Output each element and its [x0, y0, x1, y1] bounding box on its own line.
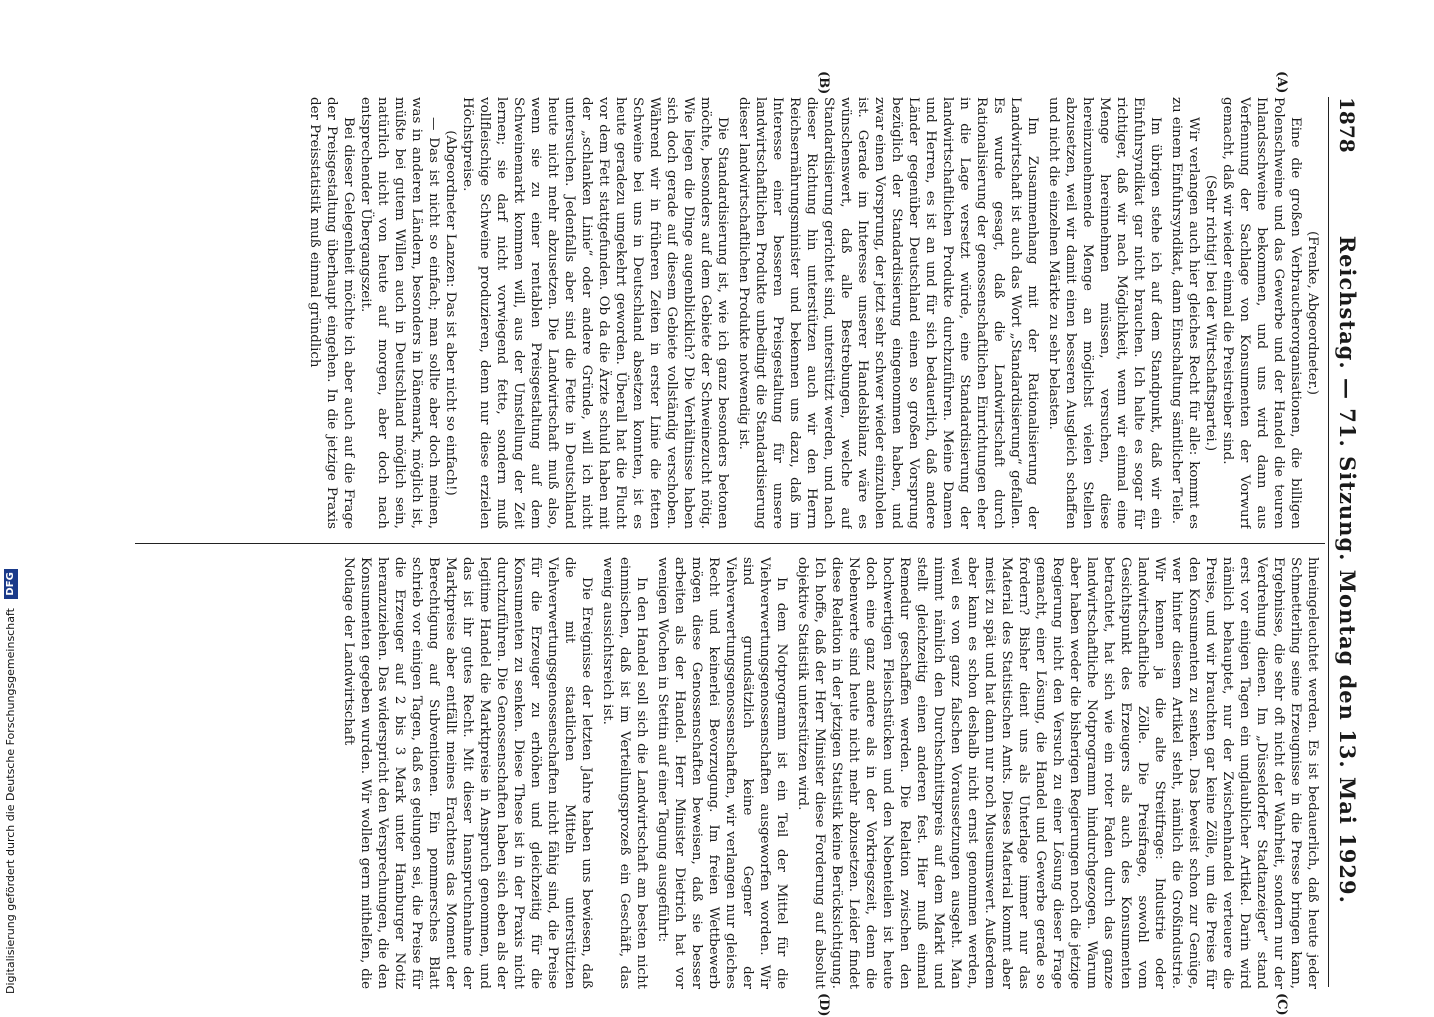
digitization-credit: [0, 0, 22, 1000]
margin-marker-a: (A): [1274, 71, 1289, 94]
header-rule: [1328, 97, 1329, 987]
right-column: [135, 557, 1321, 989]
paragraph: Bei dieser Gelegenheit möchte ich aber auch auf die Frage der Preisgestaltung überhaupt eingehen. In die jetzige Praxis der Preisstatistik muß einmal gründlich: [307, 97, 356, 529]
paragraph: Die Standardisierung ist, wie ich ganz besonders betonen möchte, besonders auf dem Gebiete der Schweinezucht nötig. Wie liegen die Dinge augenblicklich? Die Verhältnisse haben sich doch gerade auf diesem Gebiete vollständig verschoben. Während wir in früheren Zeiten in erster Linie die fetten Schweine bei uns in Deutschland absetzen konnten, ist es heute geradezu umgekehrt geworden. Überall hat die Flucht vor dem Fett stattgefunden. Ob da die Ärzte schuld haben mit der „schlanken Linie“ oder andere Gründe, will ich nicht untersuchen. Jedenfalls aber sind die Fette in Deutschland heute nicht mehr abzusetzen. Die Landwirtschaft muß also, wenn sie zu einer rentablen Preisgestaltung auf dem Schweinemarkt kommen will, aus der Umstellung der Zeit lernen; sie darf nicht vorwiegend fette, sondern muß vollfleischige Schweine produzieren, denn nur diese erzielen Höchstpreise.: [460, 97, 730, 529]
paragraph: Eine die großen Verbraucherorganisationen, die billigen Polenschweine und das Gewerbe und der Handel die teuren Inlandsschweine bekommen, und uns wird dann aus Verfennung der Sachlage von Konsumenten der Vorwurf gemacht, daß wir wieder einmal die Preistreiber sind.: [1220, 97, 1303, 529]
page-title: Reichstag. — 71. Sitzung. Montag den 13. Mai 1929.: [1335, 235, 1360, 904]
paragraph: Im Zusammenhang mit der Rationalisierung der Landwirtschaft ist auch das Wort „Standardisierung“ gefallen. Es wurde gesagt, daß die Landwirtschaft durch Rationalisierung der genossenschaftlichen Einrichtungen eher in die Lage versetzt würde, eine Standardisierung der landwirtschaftlichen Produkte durchzuführen. Meine Damen und Herren, es ist an und für sich bedauerlich, daß andere Länder gegenüber Deutschland einen so großen Vorsprung bezüglich der Standardisierung eingenommen haben, und zwar einen Vorsprung, der jetzt sehr schwer wieder einzuholen ist. Gerade im Interesse unserer Handelsbilanz wäre es wünschenswert, daß alle Bestrebungen, welche auf Standardisierung gerichtet sind, unterstützt werden, und nach dieser Richtung hin unterstützen auch wir den Herrn Reichsernährungsminister und bekennen uns dazu, daß im Interesse einer besseren Preisgestaltung für unsere landwirtschaftlichen Produkte unbedingt die Standardisierung dieser landwirtschaftlichen Produkte notwendig ist.: [736, 97, 1040, 529]
paragraph: hineingeleuchtet werden. Es ist bedauerlich, daß heute jeder Schmetterling seine Erzeugnisse in die Presse bringen kann, Ergebnisse, die sehr oft nicht der Wahrheit, sondern nur der Verdrehung dienen. Im „Düsseldorfer Stadtanzeiger“ stand erst vor einigen Tagen ein unglaublicher Artikel. Darin wird nämlich behauptet, nur der Zwischenhandel verteuere die Preise, und wir brauchten gar keine Zölle, um die Preise für den Konsumenten zu senken. Das beweist schon zur Genüge, wer hinter diesem Artikel steht, nämlich die Großindustrie. Wir kennen ja die alte Streitfrage: Industrie oder landwirtschaftliche Zölle. Die Preisfrage, sowohl vom Gesichtspunkt des Erzeugers als auch des Konsumenten betrachtet, hat sich wie ein roter Faden durch das ganze landwirtschaftliche Notprogramm hindurchgezogen. Warum aber haben weder die bisherigen Regierungen noch die jetzige Regierung nicht den Versuch zu einer Lösung dieser Frage gemacht, einer Lösung, die Handel und Gewerbe gerade so fordern? Bisher dient uns als Unterlage immer nur das Material des Statistischen Amts. Dieses Material kommt aber meist zu spät und hat dann nur noch Museumswert. Außerdem aber kann es schon deshalb nicht ernst genommen werden, weil es von ganz falschen Voraussetzungen ausgeht. Man nimmt nämlich den Durchschnittspreis auf dem Markt und stellt gleichzeitig einen anderen fest. Hier muß einmal Remedur geschaffen werden. Die Relation zwischen den hochwertigen Fleischstücken und den Nebenteilen ist heute doch eine ganz andere als in der Vorkriegszeit, denn die Nebenwerte sind heute nicht mehr abzusetzen. Leider findet diese Relation in der jetzigen Statistik keine Berücksichtigung. Ich hoffe, daß der Herr Minister diese Forderung auf absolut objektive Statistik unterstützen wird.: [795, 557, 1320, 989]
column-divider: [135, 543, 1325, 544]
rotated-page: [129, 71, 1360, 1017]
speaker-line: (Frenke, Abgeordneter.): [1305, 230, 1320, 396]
dfg-logo: DFG: [4, 569, 18, 598]
paragraph: — Das ist nicht so einfach; man sollte aber doch meinen, was in anderen Ländern, besonders in Dänemark, möglich ist, müßte bei gutem Willen auch in Deutschland möglich sein, natürlich nicht von heute auf morgen, aber doch nach entsprechender Übergangszeit.: [358, 97, 441, 529]
interjection: (Abgeordneter Lanzen: Das ist aber nicht so einfach!): [443, 130, 458, 496]
paragraph: In dem Notprogramm ist ein Teil der Mittel für die Viehverwertungsgenossenschaften ausgeworfen worden. Wir sind grundsätzlich keine Gegner der Viehverwertungsgenossenschaften, wir verlangen nur gleiches Recht und keinerlei Bevorzugung. Im freien Wettbewerb mögen diese Genossenschaften beweisen, daß sie besser arbeiten als der Handel. Herr Minister Dietrich hat vor wenigen Wochen in Stettin auf einer Tagung ausgeführt:: [655, 557, 789, 989]
paragraph: Wir verlangen auch hier gleiches Recht für alle: kommt es zu einem Einfuhrsyndikat, dann Einschaltung sämtlicher Teile.: [1169, 97, 1201, 529]
margin-marker-c: (C): [1274, 993, 1289, 1016]
margin-marker-b: (B): [816, 71, 831, 95]
margin-marker-d: (D): [816, 993, 831, 1017]
page-number: 1878: [1335, 97, 1359, 153]
quotation: In den Handel soll sich die Landwirtschaft am besten nicht einmischen, daß ist im Verteilungsprozeß ein Geschäft, das wenig aussichtsreich ist.: [600, 557, 649, 989]
credit-text: Digitalisierung gefördert durch die Deutsche Forschungsgemeinschaft: [4, 608, 17, 994]
paragraph: Im übrigen stehe ich auf dem Standpunkt, daß wir ein Einfuhrsyndikat gar nicht brauchen. Ich halte es sogar für richtiger, daß wir nach Möglichkeit, wenn wir einmal eine Menge hereinnehmen müssen, versuchen, diese hereinzunehmende Menge an möglichst vielen Stellen abzusetzen, weil wir damit einen besseren Ausgleich schaffen und nicht die einzelnen Märkte zu sehr belasten.: [1046, 97, 1163, 529]
page-header: [1325, 97, 1359, 987]
left-column: [135, 97, 1321, 529]
document-page: [129, 71, 1360, 1017]
paragraph: Die Ereignisse der letzten Jahre haben uns bewiesen, daß die mit staatlichen Mitteln unterstützten Viehverwertungsgenossenschaften nicht fähig sind, die Preise für die Erzeuger zu erhöhen und gleichzeitig für die Konsumenten zu senken. Diese These ist in der Praxis nicht durchzuführen. Die Genossenschaften haben sich eben als der legitime Handel die Marktpreise in Anspruch genommen, und das ist ihr gutes Recht. Mit dieser Inanspruchnahme der Marktpreise aber entfällt meines Erachtens das Moment der Berechtigung auf Subventionen. Ein pommersches Blatt schrieb vor einigen Tagen, daß es gelungen sei, die Preise für die Erzeuger auf 2 bis 3 Mark unter Hamburger Notiz heranzuziehen. Das widerspricht den Versprechungen, die den Konsumenten gegeben wurden. Wir wollen gern mithelfen, die Notlage der Landwirtschaft: [341, 557, 594, 989]
interjection: (Sehr richtig! bei der Wirtschaftspartei.): [1203, 174, 1218, 452]
